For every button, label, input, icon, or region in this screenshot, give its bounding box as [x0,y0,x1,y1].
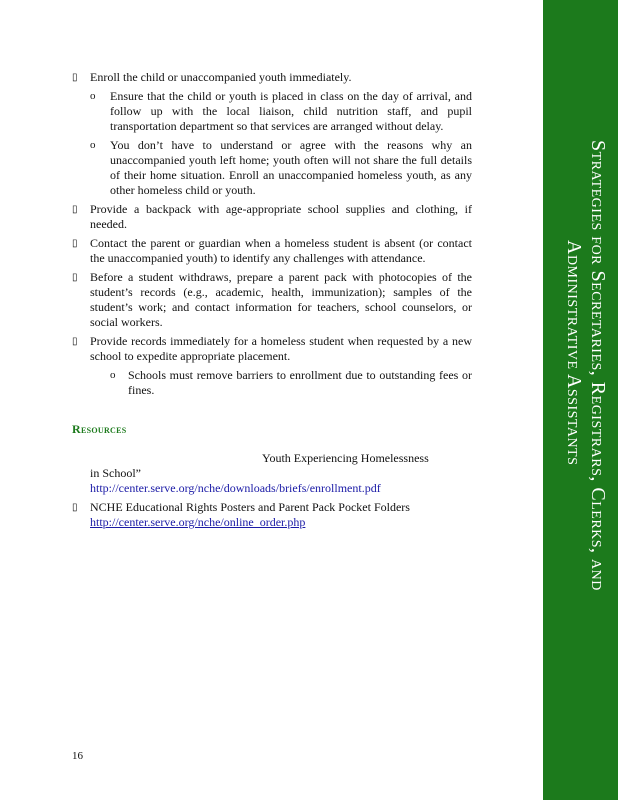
resource-item-posters [72,500,472,530]
resource-2-link[interactable]: http://center.serve.org/nche/online_order.php [90,515,306,529]
circle-marker: o [90,139,96,151]
resources-heading: Resources [72,422,127,436]
resource-1-link[interactable]: http://center.serve.org/nche/downloads/briefs/enrollment.pdf [90,481,381,495]
bullet-marker: ▯ [72,272,78,283]
bullet-parent-pack: ▯ Before a student withdraws, prepare a parent pack with photocopies of the student’s records (e.g., academic, health, immunization); samples of the student’s work; and contact information for teachers, school counselors, or social workers. [72,270,472,329]
bullet-backpack: ▯ Provide a backpack with age-appropriate school supplies and clothing, if needed. [72,202,472,231]
bullet-marker: ▯ [72,502,78,513]
bullet-marker: ▯ [72,238,78,249]
subbullet-ensure-class: o Ensure that the child or youth is placed in class on the day of arrival, and follow up with the local liaison, child nutrition staff, and pupil transportation department so that services are arranged without delay. [90,89,472,133]
subbullet-remove-barriers: o Schools must remove barriers to enrollment due to outstanding fees or fines. [110,368,472,397]
bullet-contact-parent: ▯ Contact the parent or guardian when a homeless student is absent (or contact the unaccompanied youth) to identify any challenges with attendance. [72,236,472,265]
subbullet-understand: o You don’t have to understand or agree with the reasons why an unaccompanied youth left home; youth often will not share the full details of their home situation. Enroll an unaccompanied homeless youth, as any other homeless child or youth. [90,138,472,197]
circle-marker: o [110,369,116,381]
resource-2-title: NCHE Educational Rights Posters and Parent Pack Pocket Folders [90,500,410,514]
sidebar-title [543,0,618,800]
sidebar-title-line-2: Administrative Assistants [563,240,585,466]
bullet-provide-records: ▯ Provide records immediately for a homeless student when requested by a new school to expedite appropriate placement. [72,334,472,363]
bullet-marker: ▯ [72,204,78,215]
circle-marker: o [90,90,96,102]
bullet-marker: ▯ [72,336,78,347]
resource-1-title-cont: in School” [90,466,141,480]
sidebar-title-line-1: Strategies for Secretaries, Registrars, Clerks, and [587,140,609,591]
sidebar-band [543,0,618,800]
bullet-enroll: ▯ Enroll the child or unaccompanied youth immediately. [72,70,352,84]
resource-1-title: Youth Experiencing Homelessness [262,451,429,465]
bullet-marker: ▯ [72,72,78,83]
page-number: 16 [72,750,83,762]
main-content [72,70,472,534]
resource-item-enrollment-brief [72,451,472,496]
